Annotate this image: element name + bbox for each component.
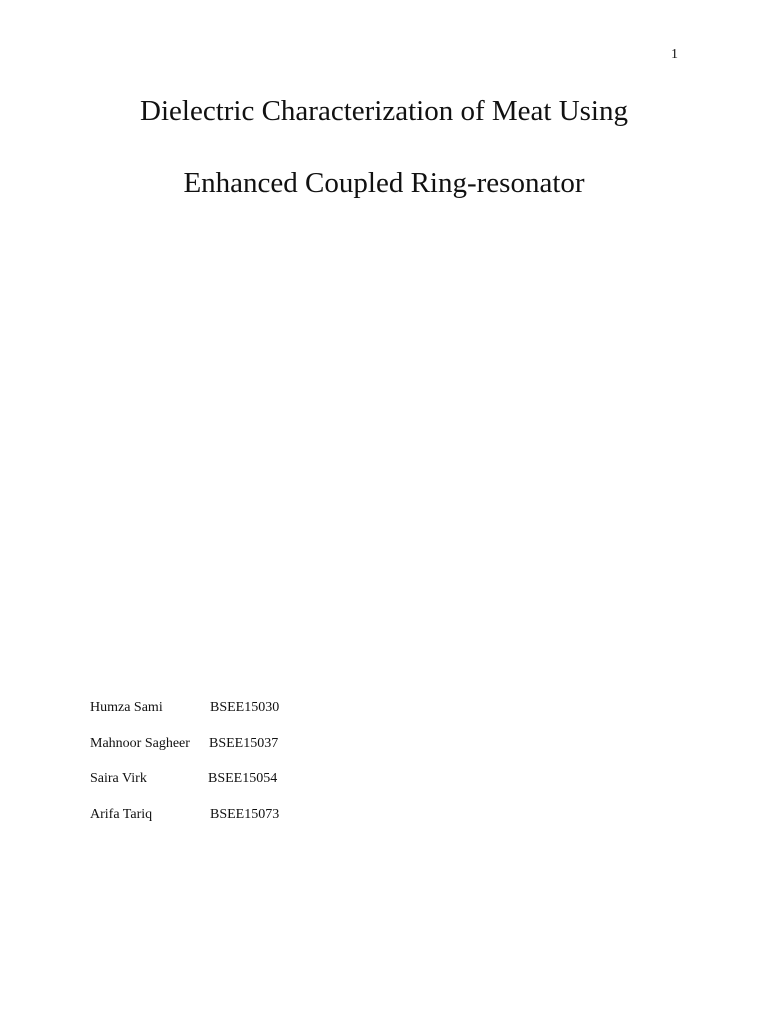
author-id: BSEE15054 — [208, 771, 278, 786]
author-id: BSEE15037 — [209, 735, 279, 751]
author-name: Humza Sami — [90, 700, 163, 715]
page-number: 1 — [671, 47, 678, 62]
author-row — [90, 770, 410, 806]
author-name: Arifa Tariq — [90, 806, 153, 822]
title-line-1: Dielectric Characterization of Meat Using — [140, 95, 628, 127]
author-id: BSEE15030 — [210, 700, 280, 715]
author-row — [90, 735, 410, 771]
author-row — [90, 699, 410, 735]
author-row — [90, 806, 410, 842]
author-id: BSEE15073 — [210, 806, 280, 822]
author-name: Saira Virk — [90, 771, 147, 786]
author-list — [90, 699, 410, 841]
author-name: Mahnoor Sagheer — [90, 735, 190, 751]
title-line-2: Enhanced Coupled Ring-resonator — [183, 167, 585, 199]
